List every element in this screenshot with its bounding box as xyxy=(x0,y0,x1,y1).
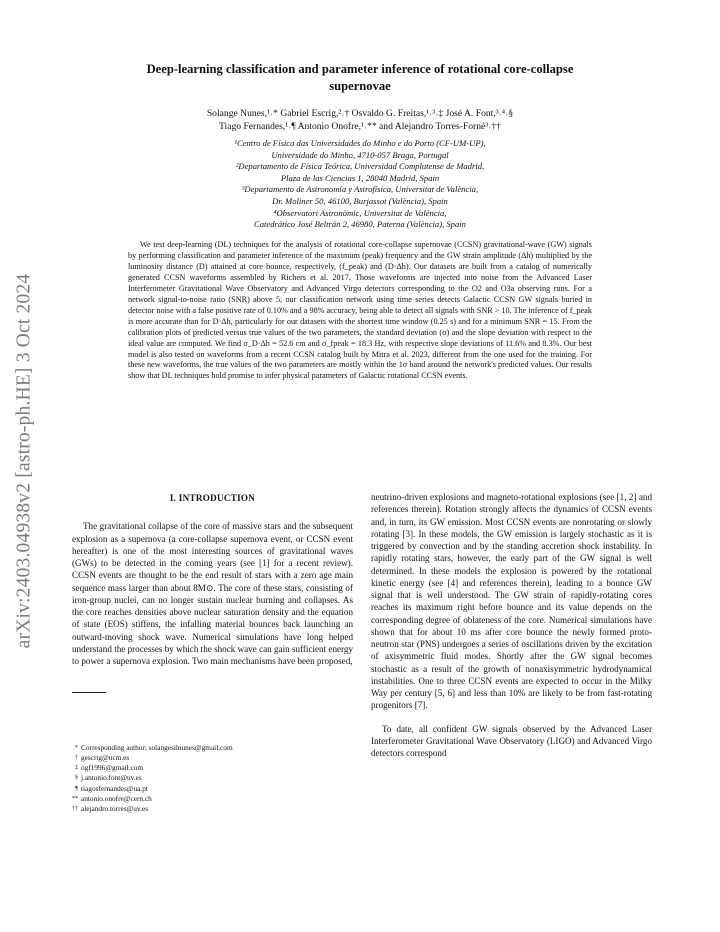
footnote xyxy=(66,794,356,804)
affiliation-line: ³Departamento de Astronomía y Astrofísica, Universitat de València, xyxy=(241,184,479,195)
footnote-text[interactable]: gescrig@ucm.es xyxy=(81,753,130,763)
intro-paragraph: The gravitational collapse of the core of massive stars and the subsequent explosion as a supernova (a core-collapse supernova event, or CCSN event hereafter) is one of the most interesting sources of gravitational waves (GWs) to be detected in the coming years (see [1] for a recent review). CCSN events are thought to be the end result of stars with a zero age main sequence mass larger than about 8M⊙. The core of these stars, consisting of iron-group nuclei, can no longer sustain nuclear burning and collapses. As the core reaches densities above nuclear saturation density and the equation of state (EOS) stiffens, the infalling material bounces back launching an outward-moving shock wave. Numerical simulations have long helped understand the processes by which the shock wave can gain sufficient energy to power a supernova explosion. Two main mechanisms have been proposed, xyxy=(72,521,353,666)
footnote-text[interactable]: Corresponding author; solangesilnunes@gmail.com xyxy=(81,743,233,752)
footnote-mark: § xyxy=(75,775,78,782)
title-line-1: Deep-learning classification and parameter inference of rotational core-collapse xyxy=(146,62,574,76)
footnote-mark: ** xyxy=(72,795,78,802)
footnote xyxy=(66,743,356,753)
authors-line-2: Tiago Fernandes,¹˒¶ Antonio Onofre,¹˒** and Alejandro Torres-Forné³˒†† xyxy=(219,120,501,132)
arxiv-identifier[interactable]: arXiv:2403.04938v2 [astro-ph.HE] 3 Oct 2024 xyxy=(13,273,35,648)
footnote-text[interactable]: alejandro.torres@uv.es xyxy=(81,803,149,813)
footnote-mark: †† xyxy=(72,805,78,812)
footnote xyxy=(66,784,356,794)
footnote xyxy=(66,763,356,773)
footnote-text[interactable]: j.antonio.font@uv.es xyxy=(81,773,142,783)
footnote-mark: ‡ xyxy=(75,765,78,772)
affiliation-line: ⁴Observatori Astronòmic, Universitat de València, xyxy=(273,207,447,218)
footnote-text[interactable]: tiagosfernandes@ua.pt xyxy=(81,783,148,793)
footnote-mark: * xyxy=(75,745,78,751)
footnote-text[interactable]: ogf1996@gmail.com xyxy=(81,763,144,773)
left-column xyxy=(72,492,353,667)
intro-paragraph-continued: neutrino-driven explosions and magneto-rotational explosions (see [1, 2] and references therein). Rotation strongly affects the dynamics of CCSN events and, in turn, its GW emission. Most CCSN events are nonrotating or slowly rotating [3]. In these models, the GW emission is largely stochastic as it is triggered by convection and by the standing accretion shock instability. In rapidly rotating stars, however, the early part of the GW signal is well determined. In these models the explosion is powered by the rotational kinetic energy (see [4] and references therein), leading to a bounce GW signal that is well understood. The GW strain of rapidly-rotating cores reaches its maximum right before bounce and its value depends on the corresponding degree of oblateness of the core. Numerical simulations have shown that for about 10 ms after core bounce the newly formed proto-neutron star (PNS) undergoes a series of oscillations driven by the excitation of axisymmetric fluid modes. Shortly after the GW signal becomes stochastic as a result of the growth of nonaxisymmetric hydrodynamical instabilities. One to three CCSN events are expected to occur in the Milky Way per century [5, 6] and less than 10% are likely to be from fast-rotating progenitors [7]. xyxy=(371,492,652,711)
footnote-text[interactable]: antonio.onofre@cern.ch xyxy=(81,793,152,803)
section-heading-introduction: I. INTRODUCTION xyxy=(169,493,256,503)
intro-paragraph: To date, all confident GW signals observed by the Advanced Laser Interferometer Gravitational Wave Observatory (LIGO) and Advanced Virgo detectors correspond xyxy=(371,723,652,758)
title-line-2: supernovae xyxy=(329,79,391,93)
right-column xyxy=(371,491,652,759)
affiliation-line: Dr. Moliner 50, 46100, Burjassot (València), Spain xyxy=(272,195,448,206)
affiliation-line: Universidade do Minho, 4710-057 Braga, Portugal xyxy=(271,149,449,160)
footnote xyxy=(66,804,356,814)
affiliation-line: ¹Centro de Física das Universidades do Minho e do Porto (CF-UM-UP), xyxy=(234,138,486,148)
footnote xyxy=(66,753,356,763)
authors-line-1: Solange Nunes,¹˒* Gabriel Escrig,²˒† Osvaldo G. Freitas,¹˒³˒‡ José A. Font,³˒⁴˒§ xyxy=(206,108,514,119)
affiliations xyxy=(80,138,640,231)
abstract: We test deep-learning (DL) techniques for the analysis of rotational core-collapse supernovae (CCSN) gravitational-wave (GW) signals by performing classification and parameter inference of the maximum (peak) frequency and the GW strain amplitude (Δh) multiplied by the luminosity distance (D) attained at core bounce, respectively, (f_peak) and (D·Δh). Our datasets are built from a catalog of numerically generated CCSN waveforms assembled by Richers et al. 2017. Those waveforms are injected into noise from the Advanced Laser Interferometer Gravitational Wave Observatory and Advanced Virgo detectors corresponding to the O2 and O3a observing runs. For a network signal-to-noise ratio (SNR) above 5, our classification network using time series detects Galactic CCSN GW signals buried in detector noise with a false positive rate of 0.10% and a 98% accuracy, being able to detect all signals with SNR > 10. The inference of f_peak is more accurate than for D·Δh, particularly for our datasets with the shortest time window (0.25 s) and for a minimum SNR = 15. From the calibration plots of predicted versus true values of the two parameters, the standard deviation (σ) and the slope deviation with respect to the ideal value are computed. We find σ_D·Δh = 52.6 cm and σ_fpeak = 18.3 Hz, with respective slope deviations of 11.6% and 8.3%. Our best model is also tested on waveforms from a recent CCSN catalog built by Mitra et al. 2023, different from the one used for the training. For these new waveforms, the true values of the two parameters are mostly within the 1σ band around the network's predicted values. Our results show that DL techniques hold promise to infer physical parameters of Galactic rotational CCSN events. xyxy=(128,240,592,381)
affiliation-line: Plaza de las Ciencias 1, 28040 Madrid, Spain xyxy=(280,172,440,183)
arxiv-side-stamp xyxy=(12,238,36,683)
affiliation-line: Catedrático José Beltrán 2, 46980, Paterna (València), Spain xyxy=(254,219,466,230)
footnote-mark: ¶ xyxy=(75,785,78,792)
author-list xyxy=(80,108,640,133)
affiliation-line: ²Departamento de Física Teórica, Universidad Complutense de Madrid, xyxy=(235,161,485,172)
footnote-mark: † xyxy=(75,755,78,762)
footnotes xyxy=(66,743,356,814)
footnote xyxy=(66,773,356,783)
footnote-divider xyxy=(72,692,106,693)
paper-title xyxy=(80,61,640,95)
